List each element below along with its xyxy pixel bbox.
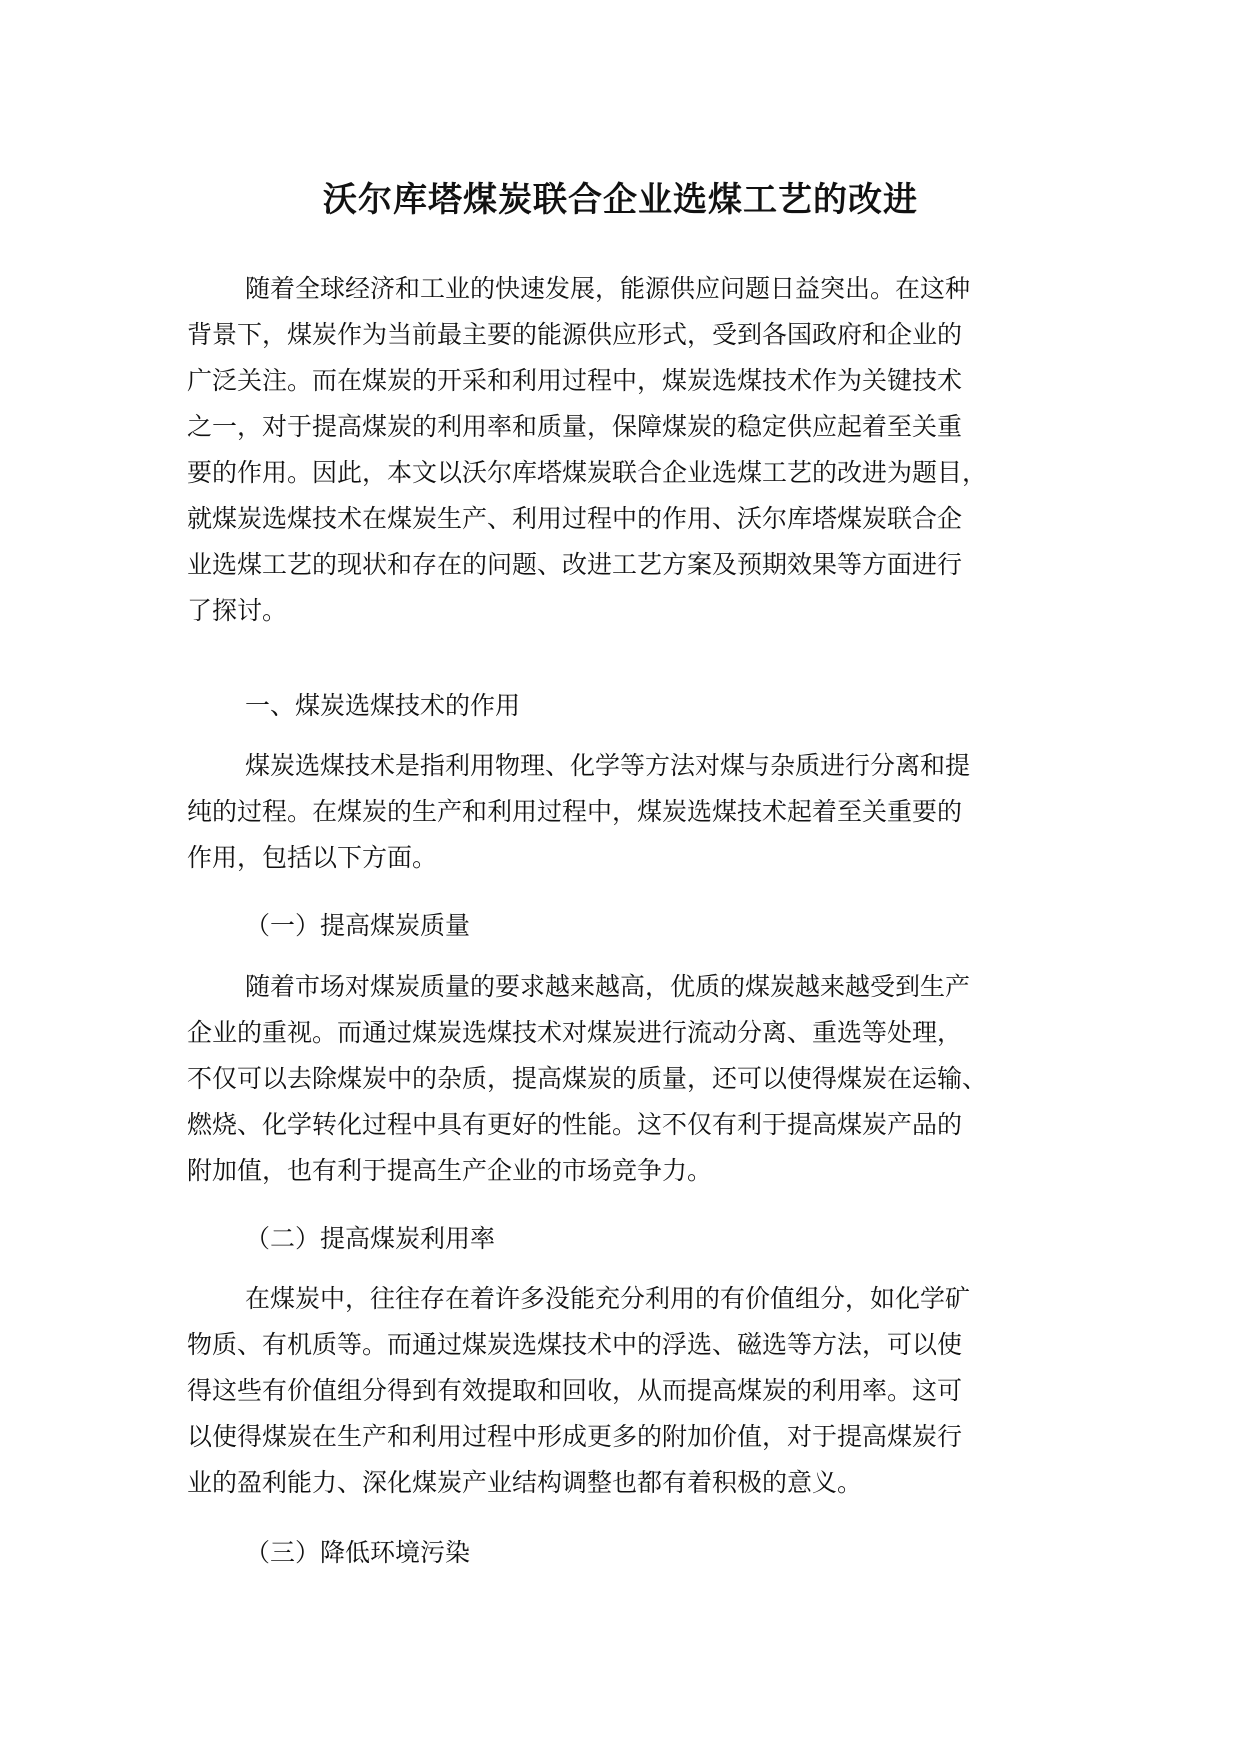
paragraph-line: 在煤炭中，往往存在着许多没能充分利用的有价值组分，如化学矿 bbox=[245, 1284, 971, 1313]
sub1-paragraph bbox=[187, 964, 987, 1194]
paragraph-line: 燃烧、化学转化过程中具有更好的性能。这不仅有利于提高煤炭产品的 bbox=[187, 1110, 963, 1139]
paragraph-line: 要的作用。因此，本文以沃尔库塔煤炭联合企业选煤工艺的改进为题目， bbox=[187, 458, 988, 487]
section-heading: 一、煤炭选煤技术的作用 bbox=[245, 691, 521, 720]
paragraph-line: 得这些有价值组分得到有效提取和回收，从而提高煤炭的利用率。这可 bbox=[187, 1376, 963, 1405]
paragraph-line: 了探讨。 bbox=[187, 596, 288, 625]
section1-paragraph bbox=[187, 743, 970, 881]
paragraph-line: 附加值，也有利于提高生产企业的市场竞争力。 bbox=[187, 1156, 713, 1185]
paragraph-line: 物质、有机质等。而通过煤炭选煤技术中的浮选、磁选等方法，可以使 bbox=[187, 1330, 963, 1359]
paragraph-line: 作用，包括以下方面。 bbox=[187, 843, 438, 872]
paragraph-line: 背景下，煤炭作为当前最主要的能源供应形式，受到各国政府和企业的 bbox=[187, 320, 963, 349]
paragraph-line: 以使得煤炭在生产和利用过程中形成更多的附加价值，对于提高煤炭行 bbox=[187, 1422, 963, 1451]
paragraph-line: 就煤炭选煤技术在煤炭生产、利用过程中的作用、沃尔库塔煤炭联合企 bbox=[187, 504, 963, 533]
paragraph-line: 随着全球经济和工业的快速发展，能源供应问题日益突出。在这种 bbox=[245, 274, 971, 303]
paragraph-line: 企业的重视。而通过煤炭选煤技术对煤炭进行流动分离、重选等处理， bbox=[187, 1018, 963, 1047]
paragraph-line: 业选煤工艺的现状和存在的问题、改进工艺方案及预期效果等方面进行 bbox=[187, 550, 963, 579]
sub2-paragraph bbox=[187, 1276, 970, 1506]
paragraph-line: 随着市场对煤炭质量的要求越来越高，优质的煤炭越来越受到生产 bbox=[245, 972, 971, 1001]
paragraph-line: 业的盈利能力、深化煤炭产业结构调整也都有着积极的意义。 bbox=[187, 1468, 863, 1497]
subsection-heading: （二）提高煤炭利用率 bbox=[245, 1224, 496, 1253]
intro-paragraph bbox=[187, 266, 987, 634]
subsection-heading: （三）降低环境污染 bbox=[245, 1538, 471, 1567]
document-title: 沃尔库塔煤炭联合企业选煤工艺的改进 bbox=[323, 180, 918, 220]
paragraph-line: 之一，对于提高煤炭的利用率和质量，保障煤炭的稳定供应起着至关重 bbox=[187, 412, 963, 441]
paragraph-line: 煤炭选煤技术是指利用物理、化学等方法对煤与杂质进行分离和提 bbox=[245, 751, 971, 780]
subsection-heading: （一）提高煤炭质量 bbox=[245, 911, 471, 940]
paragraph-line: 广泛关注。而在煤炭的开采和利用过程中，煤炭选煤技术作为关键技术 bbox=[187, 366, 963, 395]
paragraph-line: 不仅可以去除煤炭中的杂质，提高煤炭的质量，还可以使得煤炭在运输、 bbox=[187, 1064, 988, 1093]
paragraph-line: 纯的过程。在煤炭的生产和利用过程中，煤炭选煤技术起着至关重要的 bbox=[187, 797, 963, 826]
